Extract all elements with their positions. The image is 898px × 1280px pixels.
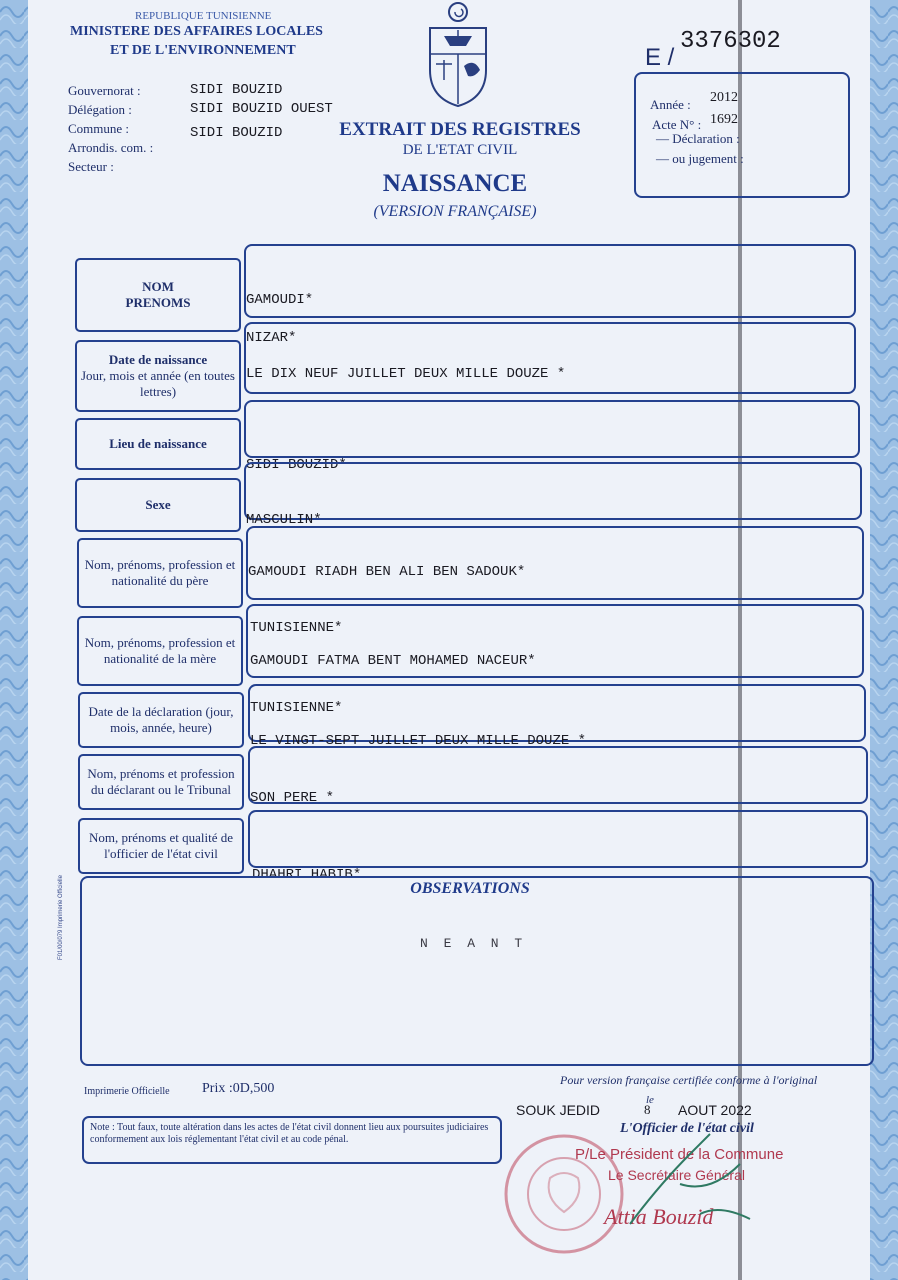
label-pere-text: Nom, prénoms, profession et nationalité du père bbox=[84, 557, 236, 588]
admin-label-delegation: Délégation : bbox=[68, 102, 132, 117]
observations-box bbox=[80, 876, 874, 1066]
admin-label-commune: Commune : bbox=[68, 121, 130, 136]
label-declaration-text: Date de la déclaration (jour, mois, année, heure) bbox=[88, 704, 234, 735]
label-nom-prenoms bbox=[75, 258, 241, 332]
admin-label-arrondissement: Arrondis. com. : bbox=[68, 140, 154, 155]
label-date-naissance-sub: Jour, mois et année (en toutes lettres) bbox=[81, 368, 235, 399]
coat-of-arms-emblem bbox=[422, 0, 494, 110]
certifiee-label: Pour version française certifiée conforme à l'original bbox=[560, 1073, 818, 1087]
admin-value-delegation: SIDI BOUZID OUEST bbox=[190, 101, 333, 117]
title-version: (VERSION FRANÇAISE) bbox=[373, 203, 537, 220]
prix-label: Prix :0D,500 bbox=[202, 1081, 275, 1096]
label-mere-text: Nom, prénoms, profession et nationalité de la mère bbox=[84, 635, 236, 666]
le-label: le bbox=[646, 1094, 654, 1106]
label-lieu-naissance-text: Lieu de naissance bbox=[109, 436, 207, 451]
row-box-date-naissance bbox=[244, 322, 856, 394]
label-prenoms: PRENOMS bbox=[125, 295, 191, 310]
value-officier: DHAHRI HABIB* bbox=[252, 867, 362, 883]
stamp-secretaire: Le Secrétaire Général bbox=[608, 1167, 745, 1183]
legal-note-box bbox=[82, 1116, 502, 1164]
label-declarant bbox=[78, 754, 244, 810]
declaration-label: — Déclaration : bbox=[656, 131, 740, 146]
label-date-naissance-title: Date de naissance bbox=[108, 352, 208, 367]
republic-label: REPUBLIQUE TUNISIENNE bbox=[135, 10, 272, 22]
label-date-naissance bbox=[75, 340, 241, 412]
label-mere bbox=[77, 616, 243, 686]
label-officier bbox=[78, 818, 244, 874]
annee-value: 2012 bbox=[710, 90, 738, 105]
officier-signature-label: L'Officier de l'état civil bbox=[620, 1121, 754, 1136]
value-date-naissance: LE DIX NEUF JUILLET DEUX MILLE DOUZE * bbox=[246, 366, 566, 382]
value-declarant: SON PERE * bbox=[250, 790, 335, 806]
row-box-declarant bbox=[248, 746, 868, 804]
label-nom: NOM bbox=[142, 279, 174, 294]
label-declaration bbox=[78, 692, 244, 748]
day-value: 8 bbox=[644, 1102, 651, 1117]
stamp-president: P/Le Président de la Commune bbox=[575, 1146, 784, 1163]
value-mere: GAMOUDI FATMA BENT MOHAMED NACEUR* bbox=[250, 653, 536, 669]
row-box-lieu bbox=[244, 400, 860, 458]
label-sexe-text: Sexe bbox=[145, 497, 171, 512]
observations-title: OBSERVATIONS bbox=[410, 880, 530, 897]
value-lieu-naissance: SIDI BOUZID* bbox=[246, 457, 347, 473]
value-nationalite-mere: TUNISIENNE* bbox=[250, 700, 343, 716]
jugement-label: — ou jugement : bbox=[656, 151, 744, 166]
title-naissance: NAISSANCE bbox=[382, 170, 528, 197]
label-declarant-text: Nom, prénoms et profession du déclarant ou le Tribunal bbox=[87, 766, 235, 797]
admin-value-commune: SIDI BOUZID bbox=[190, 125, 283, 141]
imprimerie-label: Imprimerie Officielle bbox=[84, 1086, 170, 1097]
row-box-pere bbox=[246, 526, 864, 600]
acte-value: 1692 bbox=[710, 112, 738, 127]
month-year-value: AOUT 2022 bbox=[678, 1102, 752, 1118]
value-sexe: MASCULIN* bbox=[246, 512, 322, 528]
row-box-nom bbox=[244, 244, 856, 318]
title-etat-civil: DE L'ETAT CIVIL bbox=[402, 142, 518, 158]
label-pere bbox=[77, 538, 243, 608]
handwritten-signature bbox=[620, 1124, 770, 1234]
ministry-line2: ET DE L'ENVIRONNEMENT bbox=[110, 43, 296, 58]
serial-prefix: E / bbox=[645, 44, 675, 71]
legal-note-text: Note : Tout faux, toute altération dans les actes de l'état civil donnent lieu aux poursuites judiciaires conformement aux lois réglementant l'état civil et au code pénal. bbox=[90, 1122, 489, 1145]
row-box-sexe bbox=[244, 462, 862, 520]
admin-label-secteur: Secteur : bbox=[68, 159, 114, 174]
value-prenom: NIZAR* bbox=[246, 330, 297, 346]
acte-label: Acte N° : bbox=[652, 117, 702, 132]
observations-value: N E A N T bbox=[420, 936, 527, 951]
ministry-line1: MINISTERE DES AFFAIRES LOCALES bbox=[70, 24, 323, 39]
title-extrait: EXTRAIT DES REGISTRES bbox=[339, 119, 581, 140]
serial-number: 3376302 bbox=[680, 28, 781, 55]
value-nom: GAMOUDI* bbox=[246, 292, 314, 308]
annee-label: Année : bbox=[650, 97, 691, 112]
value-date-declaration: LE VINGT-SEPT JUILLET DEUX MILLE DOUZE * bbox=[250, 733, 587, 749]
row-box-officier bbox=[248, 810, 868, 868]
place-value: SOUK JEDID bbox=[516, 1102, 601, 1118]
admin-value-gouvernorat: SIDI BOUZID bbox=[190, 82, 283, 98]
stamp-signature-name: Attia Bouzid bbox=[604, 1204, 714, 1229]
label-officier-text: Nom, prénoms et qualité de l'officier de l'état civil bbox=[88, 830, 234, 861]
admin-label-gouvernorat: Gouvernorat : bbox=[68, 83, 141, 98]
side-print: F01/00/079 Imprimerie Officielle bbox=[58, 875, 64, 960]
label-sexe bbox=[75, 478, 241, 532]
label-lieu-naissance bbox=[75, 418, 241, 470]
value-pere: GAMOUDI RIADH BEN ALI BEN SADOUK* bbox=[248, 564, 526, 580]
value-nationalite-pere: TUNISIENNE* bbox=[250, 620, 343, 636]
